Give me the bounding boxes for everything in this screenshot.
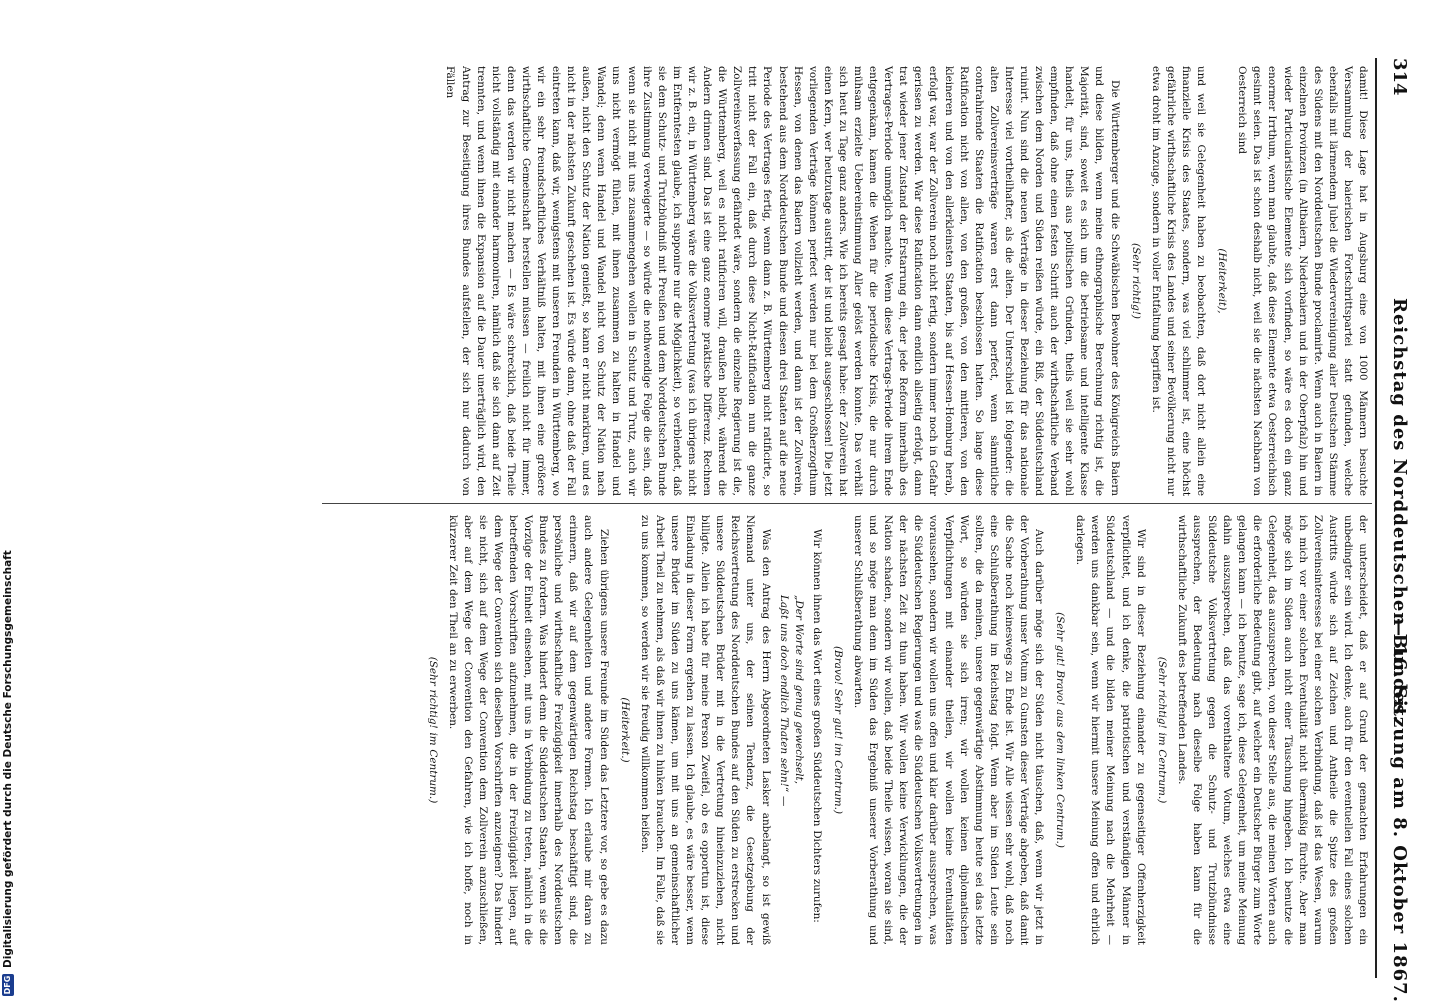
verse-line: „Der Worte sind genug gewechselt, (792, 595, 805, 785)
verse-line: Laßt uns doch endlich Thaten sehn!“ — (777, 595, 790, 807)
left-column-remark: (Heiterkeit), (1216, 248, 1229, 314)
left-column-paragraph: damit! Diese Lage hat in Augsburg eine von 1000 Männern besuchte Versammlung der baierischen Fortschrittspartei statt gefunden, welche ebenfalls mit lärmendem Jubel die Wiedervereinigung aller Deutschen Stämme des Südens mit den Norddeutschen Bunde proclamirte. Wenn auch in Baiern in einzelnen Provinzen (in Altbaiern, Niederbaiern und in der Oberpfalz) hin und wieder Particularistische Elemente sich vorfinden, so wäre es doch ein ganz enormer Irrthum, wenn man glaubte, daß diese Elemente etwa Oesterreichisch gesinnt seien. Das ist schon deshalb nicht, weil sie die nächsten Nachbarn von Oesterreich sind (1236, 66, 1369, 496)
left-column (440, 66, 1370, 496)
right-column-paragraph: Wir sind in dieser Beziehung einander zu gegenseitiger Offenherzigkeit verpflichtet, und ich denke, die patriotischen und verständigen Männer in Süddeutschland — und die bilden meiner Meinung nach die Mehrheit — werden uns dankbar sein, wenn wir hiermit unsere Meinung offen und ehrlich darlegen. (1074, 515, 1147, 945)
right-column-paragraph: der unterscheidet, daß er auf Grund der gemachten Erfahrungen ein unbedingter sein wird. Ich denke, auch für den eventuellen Fall eines solchen Austritts würde sich auf Zeichen und Antheile die Spitze des großen Zollvereinsinteresses bei einer solchen Verbindung, daß ist das Wesen, warum ich mich vor einer solchen Eventualität nicht übermäßig fürchte. Aber man möge sich im Süden auch nicht einer Täuschung hingeben. Ich benutze die Gelegenheit, das auszusprechen, von dieser Stelle aus, die meinen Worten auch die erforderliche Bedeutung gibt, auf welcher ein Deutscher Bürger zum Worte gelangen kann — ich benutze, sage ich, diese Gelegenheit, um meine Meinung dahin auszusprechen, daß das vorenthaltene Votum, welches etwa eine Süddeutsche Volksvertretung gegen die Schutz- und Trutzbündnisse aussprechen, der Bedeutung nach dieselbe Folge haben kann für die wirthschaftliche Zukunft des betreffenden Landes. (1175, 515, 1369, 945)
header-rule (1375, 58, 1377, 978)
page-number: 314 (1389, 58, 1411, 96)
right-column-remark: (Sehr richtig! im Centrum.) (1155, 656, 1168, 804)
digitization-footer (2, 550, 14, 996)
column-divider (322, 503, 1372, 504)
right-column-remark: (Bravo! Sehr gut! im Centrum.) (831, 646, 844, 814)
left-column-remark: (Sehr richtig!) (1129, 243, 1142, 319)
session-date: — 16. Sitzung am 8. Oktober 1867. (1389, 618, 1411, 1003)
right-column-paragraph: Was den Antrag des Herrn Abgeordneten Lasker anbelangt, so ist gewiß Niemand unter uns, der seinen Tendenz, die Gesetzgebung der Reichsvertretung des Norddeutschen Bundes auf den Süden zu erstrecken und unsere Süddeutschen Brüder mit in die Vertretung hineinzuziehen, nicht billigte. Allein ich habe für meine Person Zweifel, ob es opportun ist, diese Einladung in dieser Form ergehen zu lassen. Ich glaube, es wäre besser, wenn unsere Brüder im Süden zu uns kämen, um mit uns an gemeinschaftlicher Arbeit Theil zu nehmen, als daß wir ihnen zu hinken brauchen. Im Falle, daß sie zu uns kommen, so werden wir sie freudig willkommen heißen. (638, 515, 772, 946)
right-column-paragraph: Wir können ihnen das Wort eines großen Süddeutschen Dichters zurufen: (810, 529, 823, 923)
right-column-remark: (Sehr richtig! im Centrum.) (426, 656, 439, 804)
left-column-paragraph: und weil sie Gelegenheit haben zu beobachten, daß dort nicht allein eine finanzielle Krisis des Staates, sondern, was viel schlimmer ist, eine höchst gefährliche wirthschaftliche Krisis des Landes und seiner Bevölkerung nicht nur etwa droht im Anzuge, sondern in voller Entfaltung begriffen ist. (1149, 66, 1208, 496)
left-column-paragraph: Die Württemberger und die Schwäbischen Bewohner des Königreichs Baiern und diese bilden, wenn meine ethnographische Berechnung richtig ist, die Majorität, sind, soweit es sich um die betriebsame und intelligente Klasse handelt, für uns, theils aus politischen Gründen, theils weil sie sehr wohl empfinden, daß ohne einen festen Schritt auch der wirthschaftliche Verband zwischen dem Norden und Süden reißen würde, ein Riß, der Süddeutschland ruinirt. Nun sind die neuen Verträge in dieser Beziehung für das nationale Interesse viel vortheilhafter, als die alten. Der Unterschied ist folgender: die alten Zollvereinsverträge waren erst dann perfect, wenn sämmtliche contrahirende Staaten die Ratification beschlossen hatten. So lange diese Ratification nicht von allen, von den großen, von den mittleren, von den kleineren und von den allerkleinsten Staaten, bis auf Hessen-Homburg herab, erfolgt war, war der Zollverein noch nicht fertig, sondern immer noch in Gefahr gerissen zu werden. War diese Ratification dann endlich allseitig erfolgt, dann trat wieder jener Zustand der Erstarrung ein, der jede Reform innerhalb des Vertrages-Periode unmöglich machte. Wenn diese Vertrags-Periode ihrem Ende entgegenkam, kamen die Wehen für die periodische Krisis, die nur durch mühsam erzielte Uebereinstimmung Aller gelöst werden konnte. Das verhält sich heut zu Tage ganz anders. Wie ich bereits gesagt habe: der Zollverein hat einen Kern, wer heutzutage austritt, der ist und bleibt ausgeschlossen! Die jetzt vorliegenden Verträge können perfect werden nur bei dem Großherzogthum Hessen, von denen das Baiern vollzieht werden, und dann ist der Zollverein, bestehend aus dem Norddeutschen Bunde und diesen drei Staaten auf die neue Periode des Vertrages fertig, wenn dann z. B. Württemberg nicht ratificirte, so tritt nicht der Fall ein, daß durch diese Nicht-Ratification nun die ganze Zollvereinsverfassung gefährdet wäre, sondern die einzelne Regierung ist die, die Württemberg, weil es nicht ratificiren will, draußen bleibt, während die Andern drinnen sind. Das ist eine ganz enorme praktische Differenz. Rechnen wir z. B. ein, in Württemberg wäre die Volksvertretung (was ich übrigens nicht im Entferntesten glaube, ich supponire nur die Möglichkeit), so verblendet, daß sie dem Schutz- und Trutzbündniß mit Preußen und dem Norddeutschen Bunde ihre Zustimmung verweigerte — so würde die nothwendige Folge die sein, daß wenn sie nicht mit uns zusammengehen wollen in Schutz und Trutz, auch wir uns nicht vermögt fühlen, mit ihnen zusammen zu halten in Handel und Wandel; denn wenn Handel und Wandel nicht von Schutz der Nation nach außen, nicht den Schutz der Nation genießt, so kann er nicht markiren, und es nicht in der nächsten Zukunft geschehen ist. Es würde dann, ohne daß der Fall eintreten kann, daß wir, wenigstens mit unseren Freunden in Württemberg, wo wir ein sehr freundschaftliches Verhältniß halten, mit ihnen eine größere wirthschaftliche Gemeinschaft herstellen müssen — freilich nicht für immer, denn das werden wir nicht machen — Es wäre schrecklich, daß beide Theile nicht vollständig mit einander harmoniren, nämlich daß sie sich dann auf Zeit trennten, und wenn ihnen die Expansion auf die Dauer unerträglich wird, den Antrag zur Beseitigung ihres Bundes aufstellen, der sich nur dadurch von Fällen (444, 66, 1121, 496)
right-column-paragraph: Auch darüber möge sich der Süden nicht täuschen, daß, wenn wir jetzt in der Vorberathung unser Votum zu Gunsten dieser Verträge abgeben, daß damit die Sache noch keineswegs zu Ende ist. Wir Alle wissen sehr wohl, daß noch eine Schlußberathung im Reichstag folgt. Wenn aber im Süden Leute sein sollten, die da meinen, unsere gegenwärtige Abstimmung heute sei das letzte Wort, so würden sie sich irren; wir wollen keinen diplomatischen Verpflichtungen mit einander theilen, wir wollen keine Eventualitäten voraussehen, sondern wir wollen uns offen und klar darüber aussprechen, was die Süddeutschen Regierungen und was die Süddeutschen Volksvertretungen in der nächsten Zeit zu thun haben. Wir wollen keine Verwicklungen, die der Nation schaden, sondern wir wollen, daß beide Theile wissen, woran sie sind, und so möge man denn im Süden das Ergebniß unserer Vorberathung und unserer Schlußberathung abwarten. (852, 515, 1046, 945)
right-column-remark: (Heiterkeit.) (618, 697, 631, 763)
right-column-verse (776, 515, 806, 945)
digitization-credit: Digitalisierung gefördert durch die Deutsche Forschungsgemeinschaft (2, 550, 14, 968)
page-header (1380, 58, 1420, 1003)
right-column-remark: (Sehr gut! Bravo! aus dem linken Centrum.) (1054, 612, 1067, 848)
right-column-paragraph: Ziehen übrigens unsere Freunde im Süden das Letztere vor, so gebe es dazu auch andere Gelegenheiten und andere Formen. Ich erlaube mir daran zu erinnern, daß wir auf dem gegenwärtigen Reichstag beschäftigt sind, die persönliche und wirthschaftliche Freizügigkeit innerhalb des Norddeutschen Bundes zu fordern. Was hindert denn die Süddeutschen Staaten, wenn sie die Vorzüge der Einheit einsehen, mit uns in Verbindung zu treten, nämlich in die betreffenden Vorschriften aufzunehmen, die in der Freizügigkeit liegen, auf dem Wege der Convention sich dieselben Vorschriften anzueignen? Das hindert sie nicht, sich auf dem Wege der Convention dem Zollverein anzuschließen, aber auf dem Wege der Convention den Gefahren, wie ich hoffe, noch in kürzerer Zeit den Theil an zu erwerben. (446, 515, 610, 945)
dfg-logo: DFG (3, 975, 12, 995)
right-column (418, 515, 1370, 945)
running-title: Reichstag des Norddeutschen Bundes. (1389, 298, 1411, 723)
